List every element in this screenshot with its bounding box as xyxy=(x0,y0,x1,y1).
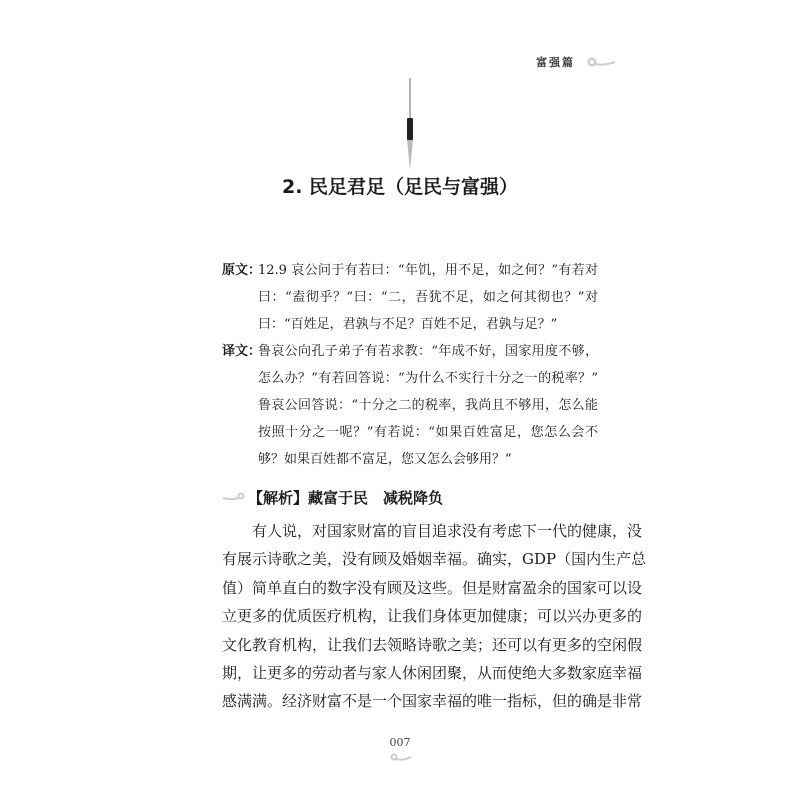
analysis-line: 有展示诗歌之美，没有顾及婚姻幸福。确实，GDP（国内生产总 xyxy=(222,550,647,568)
translation-line: 够？如果百姓都不富足，您又怎么会够用？” xyxy=(258,452,512,467)
running-header: 富强篇 xyxy=(536,56,575,69)
translation-line: 鲁哀公回答说：“十分之二的税率，我尚且不够用，怎么能 xyxy=(258,398,598,413)
chapter-title: 2. 民足君足（足民与富强） xyxy=(281,176,519,198)
translation-label: 译文： xyxy=(222,344,262,359)
cloud-swirl-icon xyxy=(586,56,616,68)
cloud-swirl-icon xyxy=(222,491,246,503)
cloud-swirl-icon xyxy=(388,752,412,762)
analysis-line: 感满满。经济财富不是一个国家幸福的唯一指标，但的确是非常 xyxy=(222,692,643,710)
original-line: 曰：“盍彻乎？”曰：“二，吾犹不足，如之何其彻也？”对 xyxy=(258,290,598,305)
analysis-line: 立更多的优质医疗机构，让我们身体更加健康；可以兴办更多的 xyxy=(222,607,643,625)
original-label: 原文： xyxy=(222,263,262,278)
analysis-line: 有人说，对国家财富的盲目追求没有考虑下一代的健康，没 xyxy=(222,522,643,540)
analysis-line: 文化教育机构，让我们去领略诗歌之美；还可以有更多的空闲假 xyxy=(222,636,643,654)
original-line: 12.9 哀公问于有若曰：“年饥，用不足，如之何？”有若对 xyxy=(258,263,598,278)
translation-line: 怎么办？”有若回答说：“为什么不实行十分之一的税率？” xyxy=(258,371,598,386)
page-number: 007 xyxy=(389,736,411,749)
brush-illustration xyxy=(404,78,416,170)
analysis-line: 期，让更多的劳动者与家人休闲团聚，从而使绝大多数家庭幸福 xyxy=(222,664,643,682)
original-line: 曰：“百姓足，君孰与不足？百姓不足，君孰与足？” xyxy=(258,317,558,332)
translation-line: 鲁哀公向孔子弟子有若求教：“年成不好，国家用度不够， xyxy=(258,344,598,359)
analysis-line: 值）简单直白的数字没有顾及这些。但是财富盈余的国家可以设 xyxy=(222,579,643,597)
translation-line: 按照十分之一呢？”有若说：“如果百姓富足，您怎么会不 xyxy=(258,425,598,440)
analysis-heading: 【解析】藏富于民 减税降负 xyxy=(248,489,444,507)
